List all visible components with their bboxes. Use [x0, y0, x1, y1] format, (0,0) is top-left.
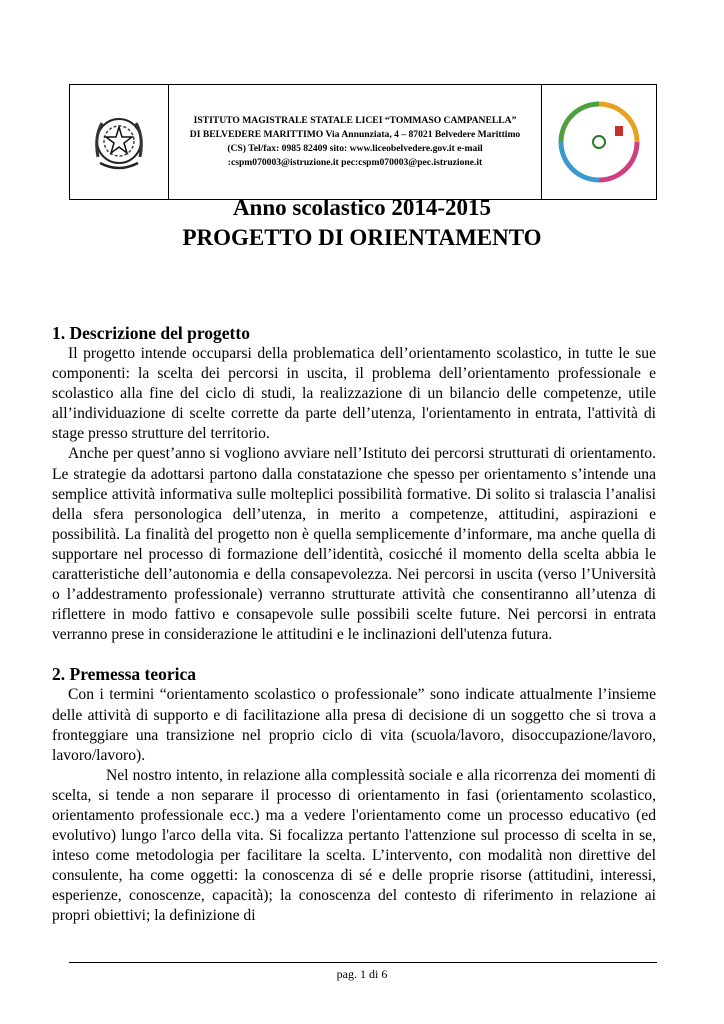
letterhead-line-2: DI BELVEDERE MARITTIMO Via Annunziata, 4 – 87021 Belvedere Marittimo [189, 129, 521, 140]
section-2-heading: 2. Premessa teorica [52, 664, 196, 685]
section-1-paragraph-2: Anche per quest’anno si vogliono avviare nell’Istituto dei percorsi strutturati di orientamento. Le strategie da adottarsi partono dalla constatazione che spesso per orientamento s’intende una semplice attività informativa sulle molteplici possibilità formative. Di solito si tralascia l’analisi della sfera personologica dell’utenza, in merito a competenze, attitudini, aspirazioni e possibilità. La finalità del progetto non è quella semplicemente d’informare, ma anche quella di supportare nel processo di formazione dell’identità, cosicché il momento della scelta abbia le caratteristiche dell’autonomia e della consapevolezza. Nei percorsi in uscita (verso l’Università o l’addestramento professionale) verranno strutturate attività che consentiranno all’utenza di riflettere in modo fattivo e consapevole sulle possibili scelte future. Nei percorsi in entrata verranno prese in considerazione le attitudini e le inclinazioni dell'utenza futura. [52, 445, 656, 644]
page-number: pag. 1 di 6 [336, 967, 388, 981]
section-2-paragraph-1: Con i termini “orientamento scolastico o professionale” sono indicate attualmente l’insieme delle attività di supporto e di facilitazione alla presa di decisione di un soggetto che si trova a fronteggiare una transizione nel proprio ciclo di vita (scuola/lavoro, disoccupazione/lavoro, lavoro/lavoro). [52, 686, 656, 764]
school-licei-logo-icon [553, 96, 645, 188]
letterhead-line-1: ISTITUTO MAGISTRALE STATALE LICEI “TOMMASO CAMPANELLA” [193, 115, 517, 126]
letterhead-line-3: (CS) Tel/fax: 0985 82409 sito: www.liceobelvedere.gov.it e-mail [227, 143, 483, 154]
letterhead [69, 84, 657, 200]
logo-cell [541, 85, 656, 199]
section-2-paragraph-2: Nel nostro intento, in relazione alla complessità sociale e alla ricorrenza dei momenti di scelta, si tende a non separare il processo di orientamento in fasi (orientamento scolastico, orientamento professionale ecc.) ma a vedere l'orientamento come un processo educativo (ed evolutivo) lungo l'arco della vita. Si focalizza pertanto l'attenzione sul processo di scelta in se, inteso come metodologia per facilitare la scelta. L’intervento, con modalità non direttive del consulente, ha come oggetti: la conoscenza di sé e delle proprie risorse (attitudini, interessi, esperienze, conoscenze, capacità); la conoscenza del contesto di riferimento in relazione ai propri obiettivi; la definizione di [52, 766, 656, 925]
emblem-cell [70, 85, 169, 199]
italian-republic-emblem-icon [88, 107, 150, 177]
project-title: PROGETTO DI ORIENTAMENTO [182, 225, 542, 250]
document-body [52, 322, 656, 927]
letterhead-text [169, 85, 541, 199]
section-1-heading: 1. Descrizione del progetto [52, 323, 250, 343]
section-1-paragraph-1: Il progetto intende occuparsi della problematica dell’orientamento scolastico, in tutte le sue componenti: la scelta dei percorsi in uscita, il problema dell’orientamento professionale e scolastico alla fine del ciclo di studi, la realizzazione di un bilancio delle competenze, utile all’individuazione di scelte corrette da parte dell’utenza, l'orientamento in entrata, l'attività di stage presso strutture del territorio. [52, 345, 656, 443]
document-title [0, 193, 724, 253]
school-year-title: Anno scolastico 2014-2015 [232, 195, 492, 220]
footer-divider [69, 962, 657, 963]
letterhead-line-4: :cspm070003@istruzione.it pec:cspm070003@pec.istruzione.it [227, 157, 483, 168]
